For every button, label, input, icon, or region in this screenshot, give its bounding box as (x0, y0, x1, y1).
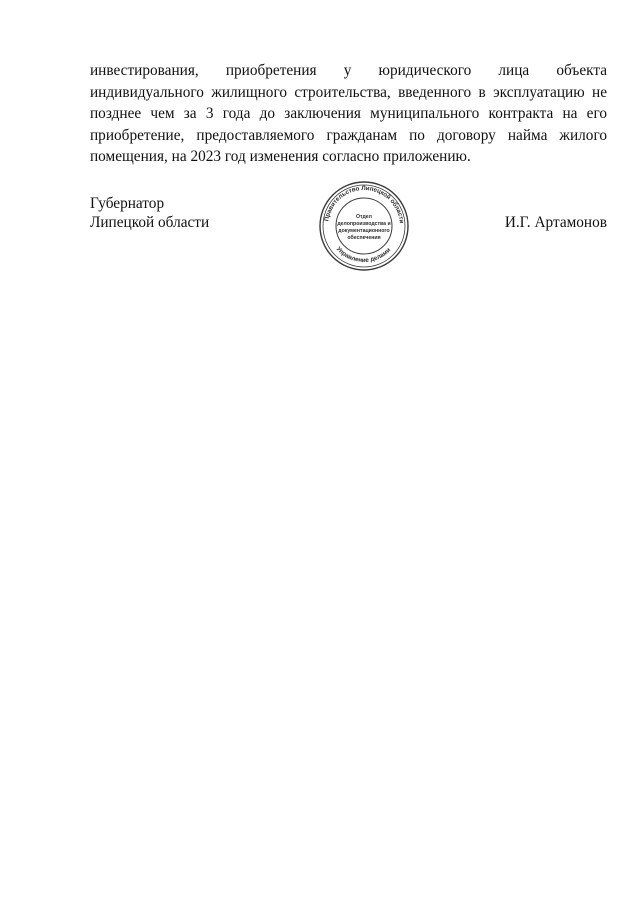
seal-center-line: документационного (338, 228, 390, 234)
paragraph-line: до заключения муниципального контракта на его приобретение, (90, 105, 608, 144)
seal-inner-text: Управление делами (334, 245, 393, 265)
paragraph-line: предоставляемого гражданам по договору найма жилого помещения, на 2023 (90, 126, 607, 165)
seal-outer-text: Правительство Липецкой области (323, 184, 405, 224)
signer-name: И.Г. Артамонов (504, 214, 607, 231)
body-paragraph (90, 60, 607, 168)
signer-title-line1: Губернатор (90, 195, 165, 212)
seal-center-line: обеспечения (347, 235, 381, 241)
seal-center-line: Отдел (356, 214, 372, 220)
paragraph-line: год изменения согласно приложению. (224, 148, 471, 165)
seal-graphic (318, 180, 410, 272)
signer-title-line2: Липецкой области (90, 214, 210, 231)
official-seal-stamp (318, 180, 410, 272)
paragraph-line: инвестирования, приобретения у юридического лица объекта индивидуального (90, 62, 607, 101)
seal-center-line: делопроизводства и (337, 221, 391, 227)
paragraph-line: жилищного строительства, введенного в эксплуатацию не позднее чем за 3 года (90, 83, 607, 122)
